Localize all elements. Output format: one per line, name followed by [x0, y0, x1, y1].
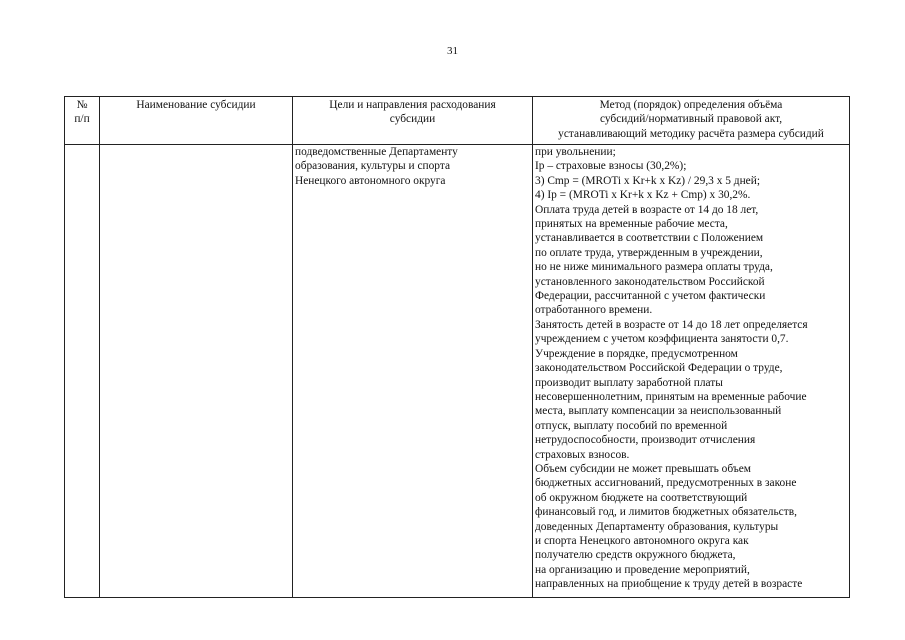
goals-line: подведомственные Департаменту [295, 146, 458, 158]
cell-method [533, 145, 850, 598]
method-line: Федерации, рассчитанной с учетом фактически [535, 290, 766, 303]
method-line: Занятость детей в возрасте от 14 до 18 лет определяется [535, 318, 808, 331]
cell-name [100, 145, 293, 598]
method-line: Объем субсидии не может превышать объем [535, 462, 751, 475]
header-goals [293, 97, 533, 145]
header-goals-line: Цели и направления расходования [329, 99, 496, 111]
method-line: отработанного времени. [535, 304, 653, 317]
method-line: производит выплату заработной платы [535, 376, 723, 389]
subsidy-table [64, 96, 850, 598]
method-line: об окружном бюджете на соответствующий [535, 491, 748, 504]
method-line: получателю средств окружного бюджета, [535, 549, 736, 562]
method-line: законодательством Российской Федерации о труде, [535, 362, 783, 375]
method-line: учреждением с учетом коэффициента занятости 0,7. [535, 333, 789, 346]
method-line: Ip – страховые взносы (30,2%); [535, 160, 687, 173]
header-num [65, 97, 100, 145]
header-name-line: Наименование субсидии [136, 99, 256, 111]
method-line: но не ниже минимального размера оплаты труда, [535, 261, 773, 274]
method-line: несовершеннолетним, принятым на временные рабочие [535, 390, 807, 403]
method-line: 3) Cmp = (MROTi x Kr+k x Kz) / 29,3 x 5 дней; [535, 174, 761, 187]
method-line: Учреждение в порядке, предусмотренном [535, 347, 738, 360]
cell-goals [293, 145, 533, 598]
method-line: принятых на временные рабочие места, [535, 218, 728, 231]
header-method [533, 97, 850, 145]
header-num-line: п/п [74, 113, 90, 126]
method-line: направленных на приобщение к труду детей в возрасте [535, 578, 803, 591]
header-row [65, 97, 850, 145]
method-line: доведенных Департаменту образования, культуры [535, 520, 779, 533]
method-line: при увольнении; [535, 146, 616, 158]
header-method-line: устанавливающий методику расчёта размера субсидий [558, 127, 824, 140]
method-line: 4) Ip = (MROTi x Kr+k x Kz + Cmp) x 30,2%. [535, 189, 751, 202]
goals-line: образования, культуры и спорта [295, 160, 451, 173]
table-row [65, 145, 850, 598]
method-line: устанавливается в соответствии с Положением [535, 232, 764, 245]
method-line: финансовый год, и лимитов бюджетных обязательств, [535, 506, 797, 519]
goals-line: Ненецкого автономного округа [295, 174, 446, 187]
table-body [65, 145, 850, 598]
method-line: нетрудоспособности, производит отчисления [535, 434, 756, 447]
method-line: отпуск, выплату пособий по временной [535, 419, 728, 432]
header-name [100, 97, 293, 145]
method-line: места, выплату компенсации за неиспользованный [535, 405, 782, 418]
method-line: по оплате труда, утвержденным в учреждении, [535, 246, 763, 259]
method-line: установленного законодательством Российской [535, 275, 765, 288]
method-line: на организацию и проведение мероприятий, [535, 563, 750, 576]
page-number: 31 [447, 45, 458, 57]
method-line: Оплата труда детей в возрасте от 14 до 18 лет, [535, 203, 759, 216]
method-line: страховых взносов. [535, 448, 630, 461]
header-method-line: субсидий/нормативный правовой акт, [599, 113, 783, 126]
header-num-line: № [76, 99, 88, 111]
header-method-line: Метод (порядок) определения объёма [599, 99, 783, 111]
method-line: бюджетных ассигнований, предусмотренных в законе [535, 477, 797, 490]
table-header [65, 97, 850, 145]
header-goals-line: субсидии [389, 113, 436, 126]
method-line: и спорта Ненецкого автономного округа как [535, 534, 749, 547]
cell-num [65, 145, 100, 598]
